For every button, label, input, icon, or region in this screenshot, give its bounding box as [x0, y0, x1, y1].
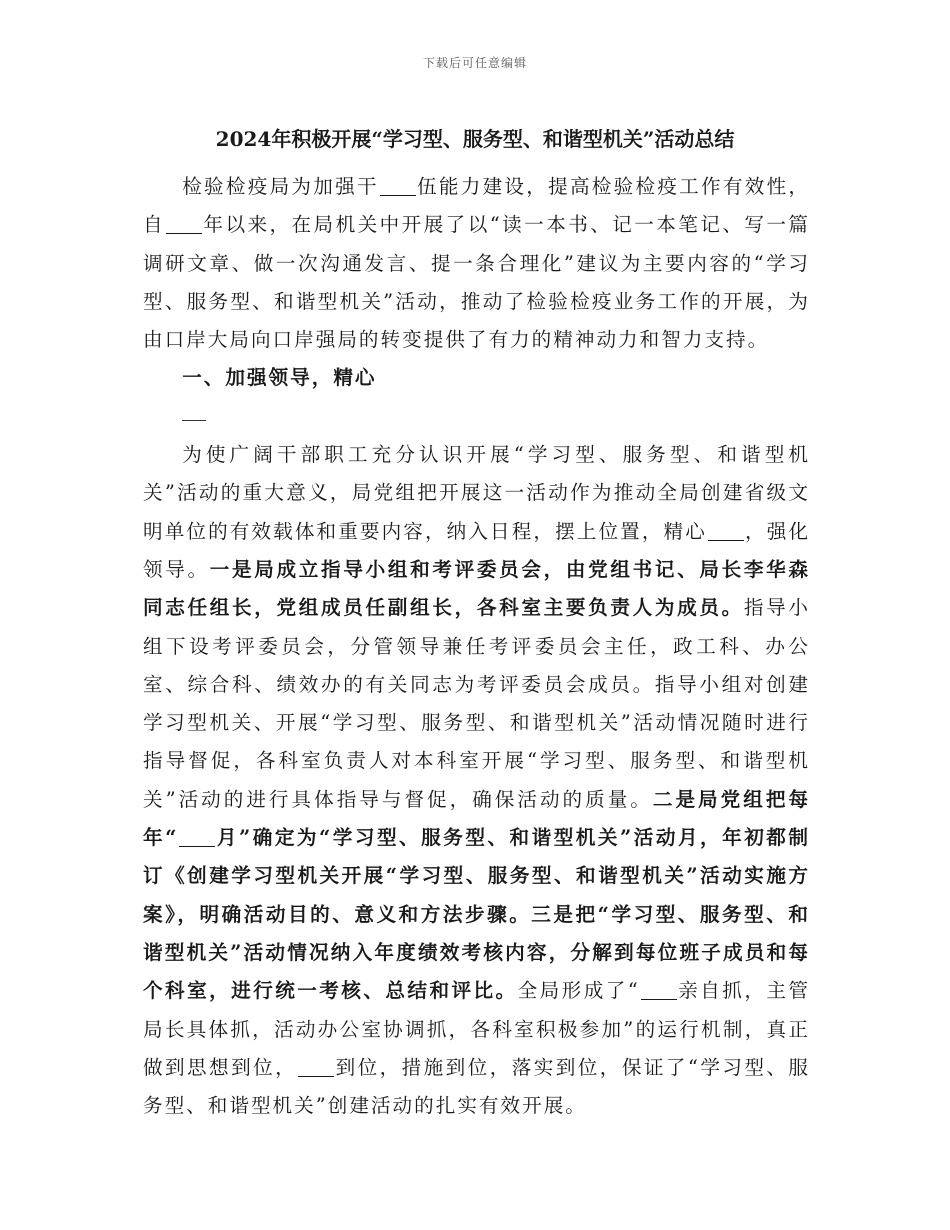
- intro-paragraph: [143, 168, 810, 359]
- section1-text-6: 到位，措施到位，落实到位，保证了“学习型、服务型、和谐型机关”创建活动的扎实有效开展。: [143, 1055, 810, 1118]
- section1-bold-3: 月”确定为“学习型、服务型、和谐型机关”活动月，年初都制订《创建学习型机关开展“学习型、服务型、和谐型机关”活动实施方案》，明确活动目的、意义和方法步骤。三是把“学习型、服务型、和谐型机关”活动情况纳入年度绩效考核内容，分解到每位班子成员和每个科室，进行统一考核、总结和评比。: [143, 826, 810, 1003]
- intro-text-1: 检验检疫局为加强干: [182, 175, 379, 198]
- page-header-note: 下载后可任意编辑: [422, 56, 527, 70]
- section1-text-1: 为使广阔干部职工充分认识开展“学习型、服务型、和谐型机关”活动的重大意义，局党组把开展这一活动作为推动全局创建省级文明单位的有效载体和重要内容，纳入日程，摆上位置，精心: [143, 443, 810, 543]
- underline-dash: [182, 420, 206, 421]
- fill-in-blank: [380, 175, 416, 196]
- section-underline-mark: [182, 398, 810, 436]
- document-title: 2024年积极开展“学习型、服务型、和谐型机关”活动总结: [215, 127, 735, 151]
- section1-text-3: 指导小组下设考评委员会，分管领导兼任考评委员会主任，政工科、办公室、综合科、绩效办的有关同志为考评委员会成员。指导小组对创建学习型机关、开展“学习型、服务型、和谐型机关”活动情况随时进行指导督促，各科室负责人对本科室开展“学习型、服务型、和谐型机关”活动的进行具体指导与督促，确保活动的质量。: [143, 596, 811, 811]
- section1-bold-2: 二是局党组把每年“: [143, 787, 810, 850]
- fill-in-blank: [179, 826, 215, 847]
- section1-text-5: 亲自抓，主管局长具体抓，活动办公室协调抓，各科室积极参加”的运行机制，真正做到思想到位，: [143, 979, 811, 1079]
- fill-in-blank: [708, 520, 744, 541]
- intro-text-3: 年以来，在局机关中开展了以“读一本书、记一本笔记、写一篇调研文章、做一次沟通发言、提一条合理化”建议为主要内容的“学习型、服务型、和谐型机关”活动，推动了检验检疫业务工作的开展，为由口岸大局向口岸强局的转变提供了有力的精神动力和智力支持。: [143, 213, 810, 352]
- section1-paragraph: [143, 436, 810, 1125]
- section-heading-1: 一、加强领导，精心: [182, 366, 377, 390]
- document-body: [143, 168, 810, 1125]
- section1-text-4: 全局形成了“: [517, 979, 640, 1003]
- fill-in-blank: [298, 1056, 334, 1077]
- fill-in-blank: [641, 980, 677, 1001]
- section1-text-2: ，强化领导。: [143, 519, 811, 581]
- intro-text-2: 伍能力建设，提高检验检疫工作有效性，自: [143, 175, 811, 237]
- fill-in-blank: [166, 214, 202, 235]
- section1-bold-1: 一是局成立指导小组和考评委员会，由党组书记、局长李华森同志任组长，党组成员任副组长，各科室主要负责人为成员。: [143, 557, 811, 620]
